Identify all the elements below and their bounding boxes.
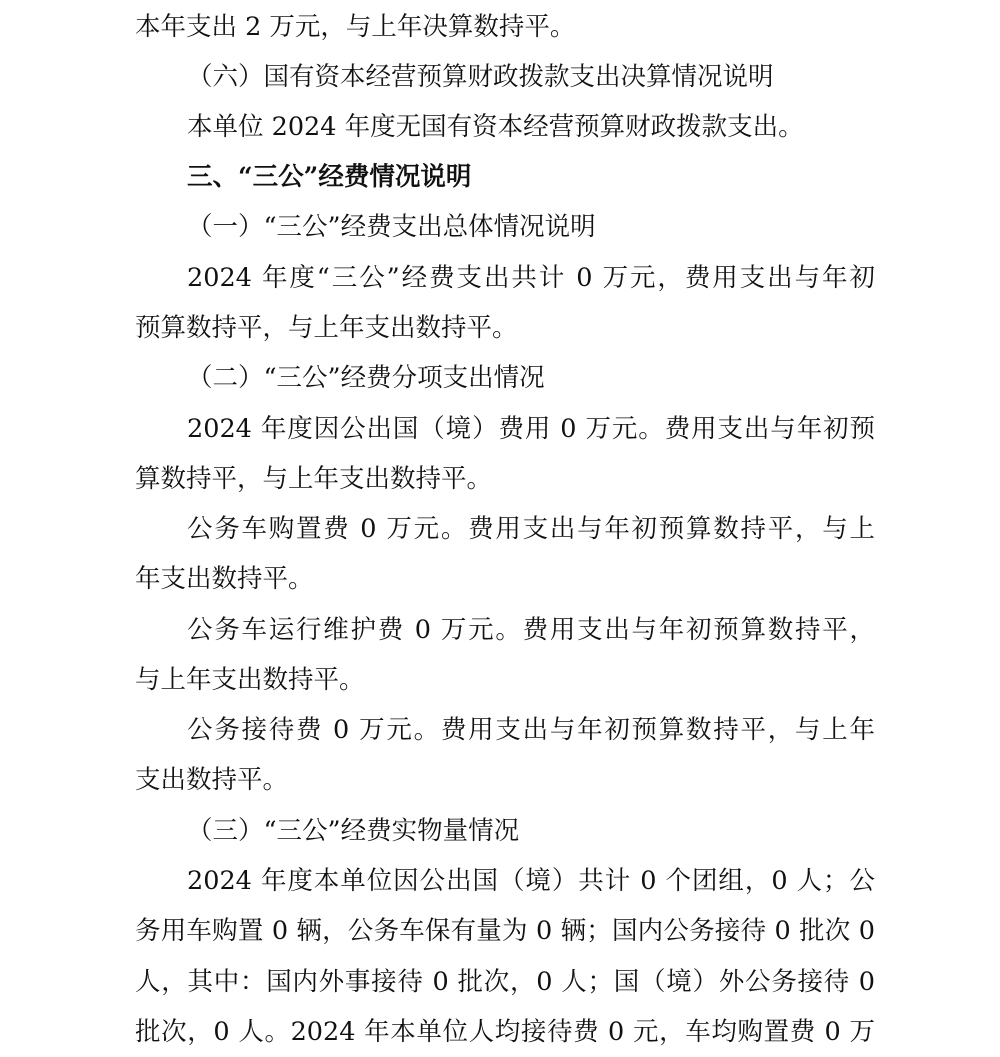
paragraph-line: 2024 年度本单位因公出国（境）共计 0 个团组，0 人；公 xyxy=(187,866,875,896)
paragraph-line: 公务车运行维护费 0 万元。费用支出与年初预算数持平， xyxy=(187,615,875,645)
paragraph-line: 人，其中：国内外事接待 0 批次，0 人；国（境）外公务接待 0 xyxy=(135,967,875,997)
paragraph-line: 2024 年度因公出国（境）费用 0 万元。费用支出与年初预 xyxy=(187,414,875,444)
section-subheading: （二）“三公”经费分项支出情况 xyxy=(187,363,545,393)
paragraph-line: 与上年支出数持平。 xyxy=(135,665,365,695)
section-subheading: （六）国有资本经营预算财政拨款支出决算情况说明 xyxy=(187,62,774,92)
paragraph-line: 本年支出 2 万元，与上年决算数持平。 xyxy=(135,12,576,42)
paragraph-line: 公务车购置费 0 万元。费用支出与年初预算数持平，与上 xyxy=(187,514,875,544)
paragraph-line: 年支出数持平。 xyxy=(135,564,314,594)
section-subheading: （三）“三公”经费实物量情况 xyxy=(187,816,520,846)
paragraph-line: 支出数持平。 xyxy=(135,765,289,795)
paragraph-line: 公务接待费 0 万元。费用支出与年初预算数持平，与上年 xyxy=(187,715,875,745)
section-heading: 三、“三公”经费情况说明 xyxy=(187,162,472,192)
section-subheading: （一）“三公”经费支出总体情况说明 xyxy=(187,212,596,242)
paragraph-line: 批次，0 人。2024 年本单位人均接待费 0 元，车均购置费 0 万 xyxy=(135,1017,875,1047)
paragraph-line: 预算数持平，与上年支出数持平。 xyxy=(135,313,518,343)
paragraph-line: 算数持平，与上年支出数持平。 xyxy=(135,464,493,494)
paragraph-line: 2024 年度“三公”经费支出共计 0 万元，费用支出与年初 xyxy=(187,263,875,293)
paragraph-line: 务用车购置 0 辆，公务车保有量为 0 辆；国内公务接待 0 批次 0 xyxy=(135,916,875,946)
paragraph-line: 本单位 2024 年度无国有资本经营预算财政拨款支出。 xyxy=(187,112,804,142)
